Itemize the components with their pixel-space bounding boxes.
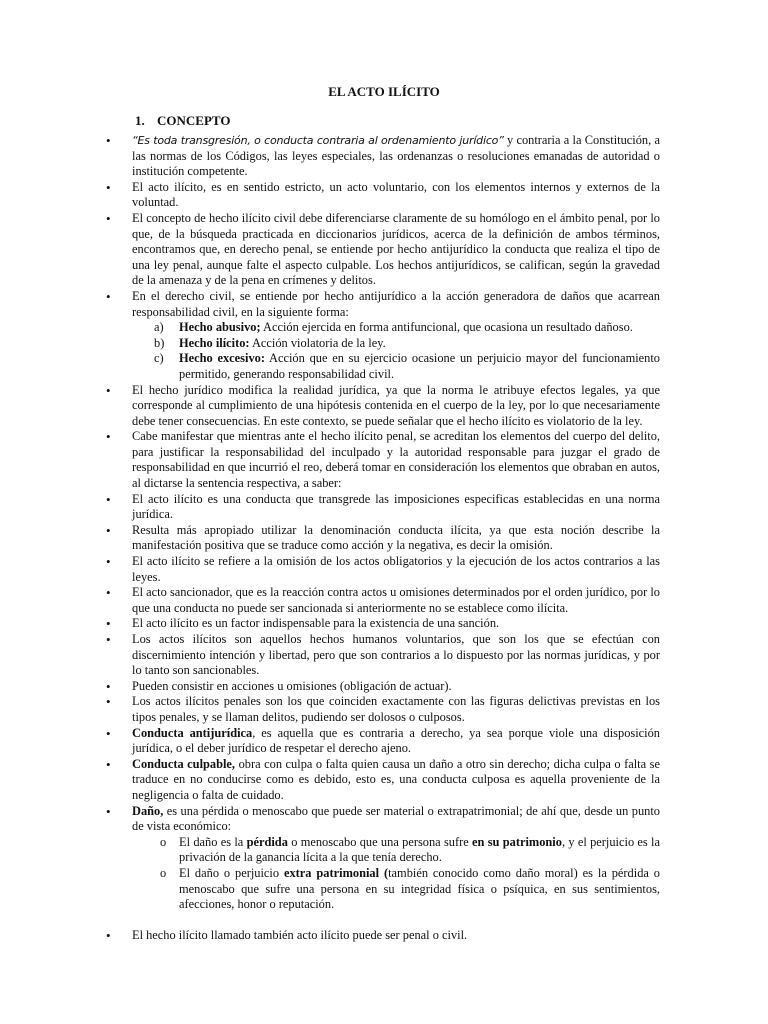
term-bold: Hecho excesivo: (179, 351, 265, 366)
term-bold: Hecho abusivo; (179, 320, 261, 335)
sublist-item (132, 835, 660, 866)
item-text: Resulta más apropiado utilizar la denominación conducta ilícita, ya que esta noción describe la manifestación positiva que se traduce como acción y la negativa, es decir la omisión. (132, 522, 660, 553)
item-text: En el derecho civil, se entiende por hecho antijurídico a la acción generadora de daños que acarrean responsabilidad civil, en la siguiente forma: (132, 288, 660, 319)
sublist-item (132, 866, 660, 913)
item-text: El acto ilícito, es en sentido estricto, un acto voluntario, con los elementos internos y externos de la voluntad. (132, 179, 660, 210)
section-heading (135, 113, 230, 129)
item-text: El acto ilícito se refiere a la omisión de los actos obligatorios y la ejecución de los actos contrarios a las leyes. (132, 554, 660, 584)
term-bold: Conducta antijurídica (132, 725, 253, 740)
sublist-letters (132, 320, 660, 382)
list-item (104, 632, 660, 679)
list-item (104, 928, 660, 944)
term-text: Acción que en su ejercicio ocasione un perjuicio mayor del funcionamiento permitido, generando responsabilidad civil. (179, 351, 660, 381)
term-bold: Conducta culpable, (132, 756, 236, 771)
list-item (104, 133, 660, 180)
sub-text: El daño es la (179, 834, 247, 849)
item-text: El hecho ilícito llamado también acto ilícito puede ser penal o civil. (132, 927, 468, 942)
list-item (104, 180, 660, 211)
list-item (104, 757, 660, 804)
item-text: Cabe manifestar que mientras ante el hecho ilícito penal, se acreditan los elementos del cuerpo del delito, para justificar la responsabilidad del inculpado y la autoridad responsable para juzgar el grado de responsabilidad en que incurrió el reo, deberá tomar en consideración los elementos que obraban en autos, al dictarse la sentencia respectiva, a saber: (132, 429, 660, 491)
sub-text: también conocido como daño moral) es la pérdida o menoscabo que sufre una persona en su integridad física o psíquica, en sus sentimientos, afecciones, honor o reputación. (179, 865, 660, 912)
item-text: El acto ilícito es una conducta que transgrede las imposiciones especificas establecidas en una norma jurídica. (132, 491, 660, 522)
sublist-marker: b) (154, 335, 165, 350)
list-item (104, 523, 660, 554)
item-text: Los actos ilícitos penales son los que coinciden exactamente con las figuras delictivas previstas en los tipos penales, y se llaman delitos, pudiendo ser dolosos o culposos. (132, 694, 660, 724)
sublist-marker: o (160, 865, 167, 880)
item-text: El hecho jurídico modifica la realidad jurídica, ya que la norma le atribuye efectos legales, ya que corresponde al cumplimiento de una hipótesis contenida en el cuerpo de la ley, por lo que necesariamente debe tener consecuencias. En este contexto, se puede señalar que el hecho ilícito es violatorio de la ley. (132, 382, 660, 428)
sub-text: El daño o perjuicio (179, 865, 284, 880)
list-item (104, 585, 660, 616)
list-item (104, 211, 660, 289)
item-text: Los actos ilícitos son aquellos hechos humanos voluntarios, que son los que se efectúan con discernimiento intención y libertad, pero que son contrarios a lo dispuesto por las normas jurídicas, y por lo tanto son sancionables. (132, 632, 660, 678)
list-item (104, 554, 660, 585)
section-label: CONCEPTO (157, 113, 231, 128)
list-item (104, 804, 660, 913)
term-bold: Daño, (132, 803, 164, 818)
list-item (104, 383, 660, 430)
sublist-item (132, 336, 660, 352)
term-text: Acción ejercida en forma antifuncional, que ocasiona un resultado dañoso. (260, 320, 633, 335)
concept-list (104, 133, 660, 943)
list-item (104, 616, 660, 632)
item-text: obra con culpa o falta quien causa un daño a otro sin derecho; dicha culpa o falta se traduce en no conducirse como es debido, esto es, una conducta culposa es aquella proveniente de la negligencia o falta de cuidado. (132, 756, 660, 802)
document-title: EL ACTO ILÍCITO (328, 84, 440, 99)
list-item (104, 694, 660, 725)
sublist-marker: c) (154, 351, 164, 366)
list-item (104, 726, 660, 757)
definition-quote: “Es toda transgresión, o conducta contraria al ordenamiento jurídico” (132, 134, 504, 147)
sublist-item (132, 320, 660, 336)
sub-bold: pérdida (246, 834, 288, 849)
item-text: El acto sancionador, que es la reacción contra actos u omisiones determinados por el orden jurídico, por lo que una conducta no puede ser sancionada si anteriormente no se establece como ilícita. (132, 585, 660, 615)
sub-bold: en su patrimonio (472, 834, 562, 849)
item-text: El acto ilícito es un factor indispensable para la existencia de una sanción. (132, 616, 500, 631)
list-item (104, 679, 660, 695)
list-item (104, 289, 660, 383)
item-text: , es aquella que es contraria a derecho, ya sea porque viole una disposición jurídica, o el deber jurídico de respetar el derecho ajeno. (132, 725, 660, 756)
sublist-marker: a) (154, 320, 164, 335)
term-text: Acción violatoria de la ley. (249, 335, 386, 350)
section-number: 1. (135, 113, 145, 128)
term-bold: Hecho ilícito: (179, 335, 250, 350)
sublist-marker: o (160, 834, 167, 849)
item-text: es una pérdida o menoscabo que puede ser material o extrapatrimonial; de ahí que, desde un punto de vista económico: (132, 803, 660, 834)
item-text: Pueden consistir en acciones u omisiones (obligación de actuar). (132, 678, 452, 693)
item-text: y contraria a la Constitución, a las normas de los Códigos, las leyes especiales, las ordenanzas o resoluciones emanadas de autoridad o institución competente. (132, 133, 660, 179)
sub-text: o menoscabo que una persona sufre (287, 834, 473, 849)
sublist-item (132, 351, 660, 382)
sub-bold: extra patrimonial ( (283, 865, 389, 880)
list-item (104, 492, 660, 523)
list-item (104, 429, 660, 491)
sublist-circles (132, 835, 660, 913)
item-text: El concepto de hecho ilícito civil debe diferenciarse claramente de su homólogo en el ámbito penal, por lo que, de la búsqueda practicada en diccionarios jurídicos, acerca de la definición de ambos términos, encontramos que, en derecho penal, se entiende por hecho antijurídico la conducta que realiza el tipo de una ley penal, aunque falte el aspecto culpable. Los hechos antijurídicos, se califican, según la gravedad de la amenaza y de la pena en crímenes y delitos. (132, 210, 660, 288)
sub-text: , y el perjuicio es la privación de la ganancia lícita a la que tenía derecho. (179, 834, 661, 865)
